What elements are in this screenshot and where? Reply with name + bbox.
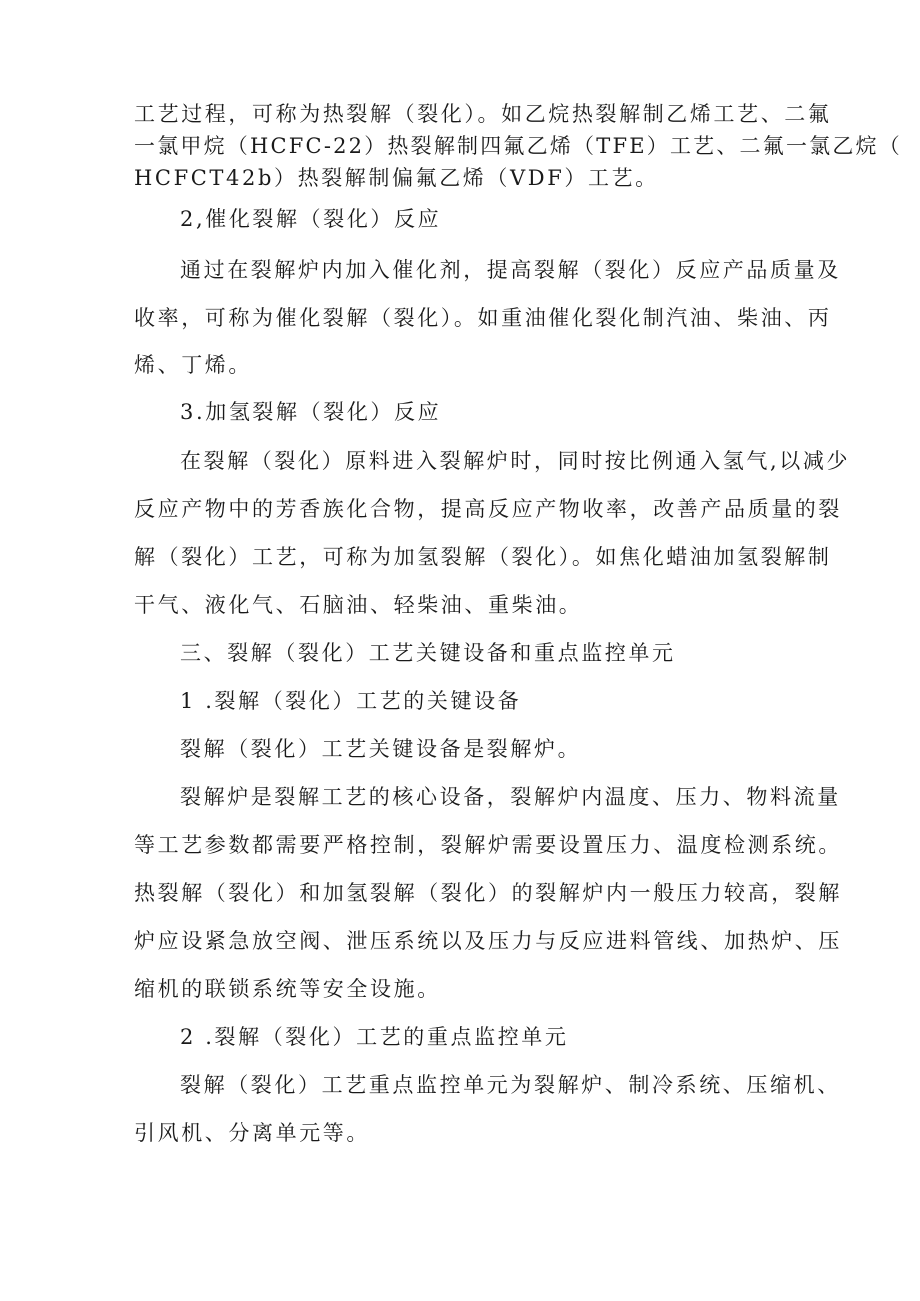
section-heading: 3.加氢裂解（裂化）反应 — [180, 400, 442, 424]
text-line: 烯、丁烯。 — [134, 353, 252, 377]
text-line: 通过在裂解炉内加入催化剂，提高裂解（裂化）反应产品质量及 — [180, 258, 841, 282]
text-line: 工艺过程，可称为热裂解（裂化）。如乙烷热裂解制乙烯工艺、二氟 — [134, 102, 832, 126]
section-heading: 2,催化裂解（裂化）反应 — [180, 207, 442, 231]
subsection-heading: 1 .裂解（裂化）工艺的关键设备 — [180, 689, 522, 713]
text-line: 等工艺参数都需要严格控制，裂解炉需要设置压力、温度检测系统。 — [134, 833, 842, 857]
text-line: 反应产物中的芳香族化合物，提高反应产物收率，改善产品质量的裂 — [134, 497, 842, 521]
section-heading: 三、裂解（裂化）工艺关键设备和重点监控单元 — [180, 641, 676, 665]
text-line: 收率，可称为催化裂解（裂化）。如重油催化裂化制汽油、柴油、丙 — [134, 306, 832, 330]
text-line: 缩机的联锁系统等安全设施。 — [134, 977, 441, 1001]
text-line: 炉应设紧急放空阀、泄压系统以及压力与反应进料管线、加热炉、压 — [134, 929, 842, 953]
text-line: 引风机、分离单元等。 — [134, 1121, 370, 1145]
text-line: 热裂解（裂化）和加氢裂解（裂化）的裂解炉内一般压力较高，裂解 — [134, 881, 842, 905]
text-line: 解（裂化）工艺，可称为加氢裂解（裂化）。如焦化蜡油加氢裂解制 — [134, 545, 832, 569]
text-line: 干气、液化气、石脑油、轻柴油、重柴油。 — [134, 593, 583, 617]
subsection-heading: 2 .裂解（裂化）工艺的重点监控单元 — [180, 1025, 569, 1049]
text-line: 裂解炉是裂解工艺的核心设备，裂解炉内温度、压力、物料流量 — [180, 785, 841, 809]
text-line: 裂解（裂化）工艺关键设备是裂解炉。 — [180, 737, 582, 761]
text-line: 一氯甲烷（HCFC-22）热裂解制四氟乙烯（TFE）工艺、二氟一氯乙烷（ — [134, 134, 902, 158]
text-line: HCFCT42b）热裂解制偏氟乙烯（VDF）工艺。 — [134, 166, 659, 190]
text-line: 在裂解（裂化）原料进入裂解炉时，同时按比例通入氢气,以减少 — [180, 449, 851, 473]
text-line: 裂解（裂化）工艺重点监控单元为裂解炉、制冷系统、压缩机、 — [180, 1073, 841, 1097]
